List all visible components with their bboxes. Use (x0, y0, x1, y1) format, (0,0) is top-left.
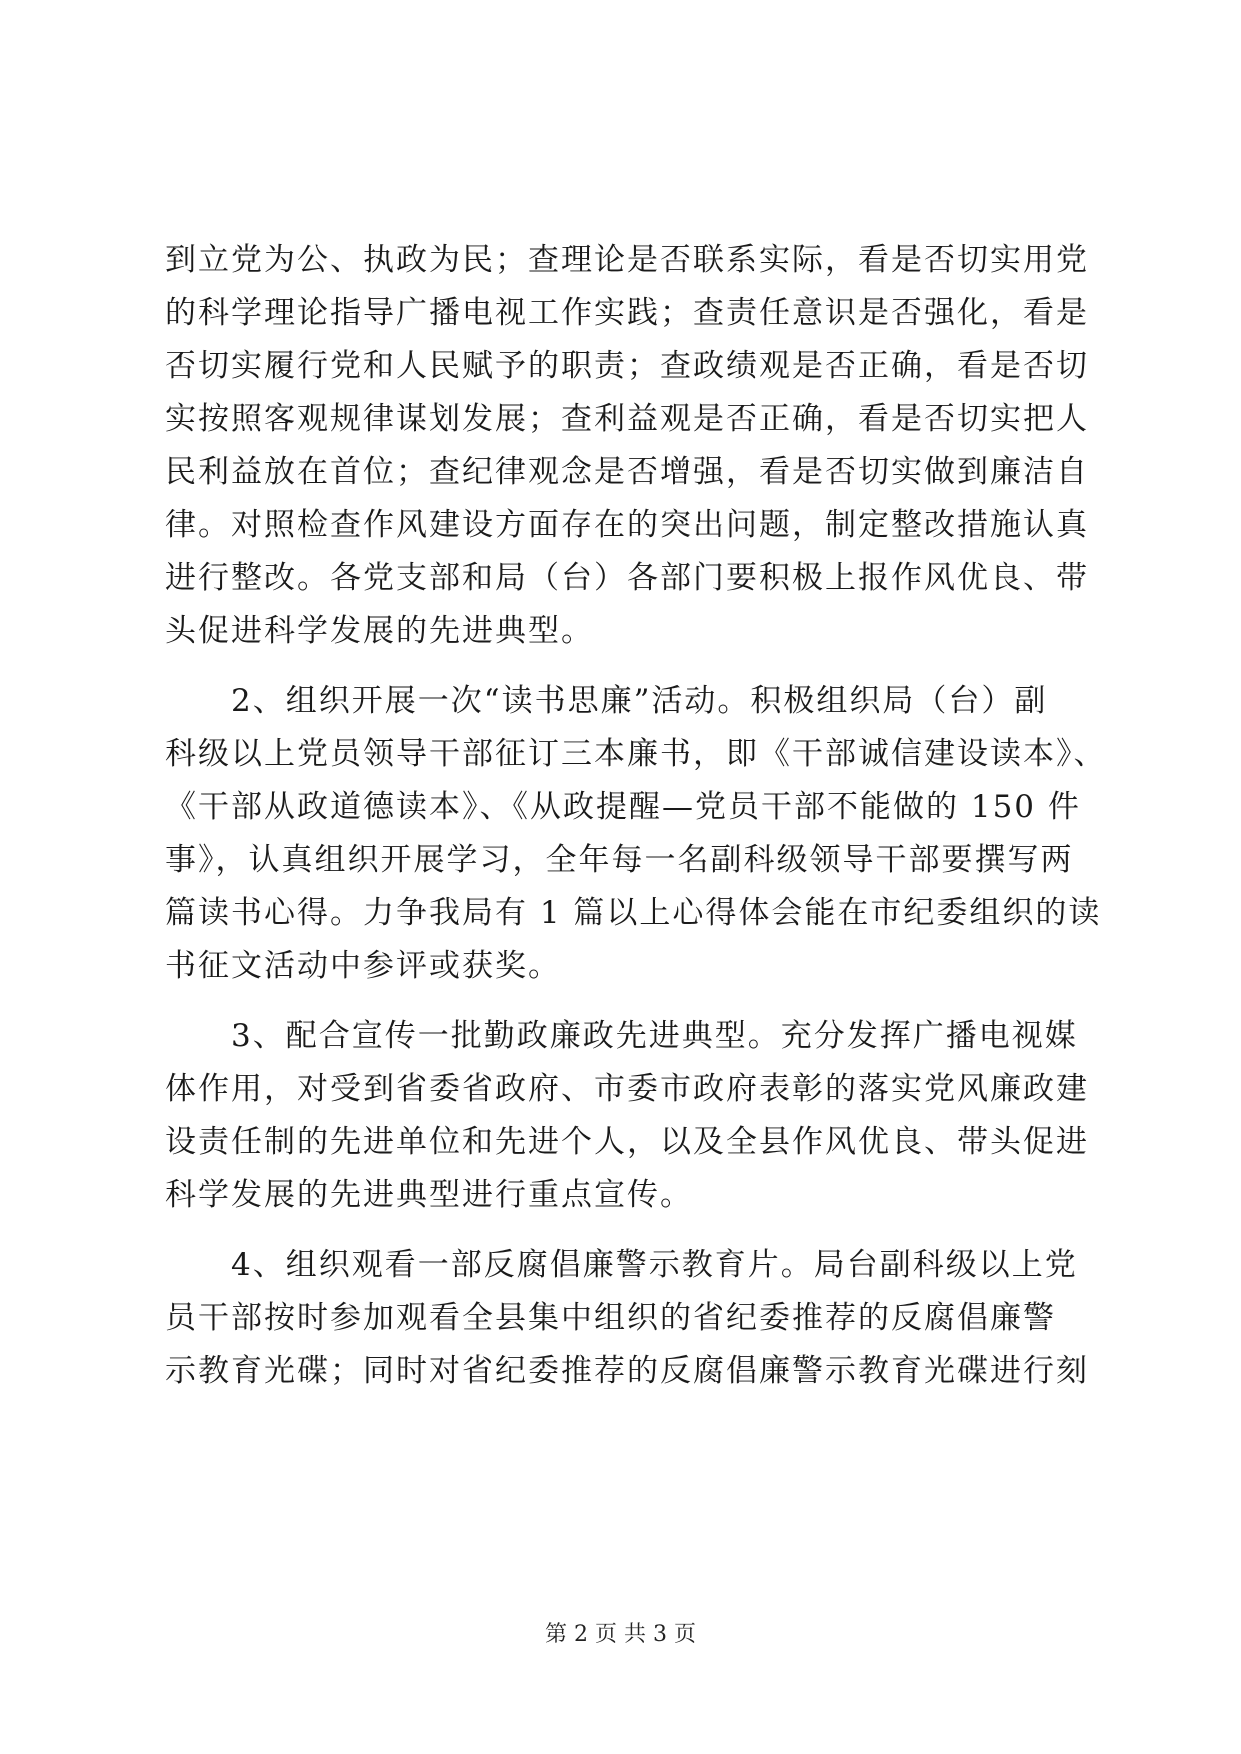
text-line: 2、组织开展一次“读书思廉”活动。积极组织局（台）副 (165, 683, 1048, 719)
text-line: 进行整改。各党支部和局（台）各部门要积极上报作风优良、带 (165, 560, 1089, 596)
text-line: 到立党为公、执政为民；查理论是否联系实际，看是否切实用党 (165, 242, 1089, 278)
page-number-footer: 第 2 页 共 3 页 (545, 1622, 696, 1647)
text-line: 4、组织观看一部反腐倡廉警示教育片。局台副科级以上党 (165, 1247, 1078, 1283)
text-line: 民利益放在首位；查纪律观念是否增强，看是否切实做到廉洁自 (165, 454, 1089, 490)
text-line: 事》，认真组织开展学习，全年每一名副科级领导干部要撰写两 (165, 842, 1074, 878)
text-line: 律。对照检查作风建设方面存在的突出问题，制定整改措施认真 (165, 507, 1089, 543)
text-line: 体作用，对受到省委省政府、市委市政府表彰的落实党风廉政建 (165, 1071, 1089, 1107)
text-line: 科级以上党员领导干部征订三本廉书，即《干部诚信建设读本》、 (165, 736, 1107, 772)
text-line: 否切实履行党和人民赋予的职责；查政绩观是否正确，看是否切 (165, 348, 1089, 384)
paragraph-3 (165, 1010, 1089, 1222)
text-line: 《干部从政道德读本》、《从政提醒—党员干部不能做的 150 件 (165, 789, 1081, 825)
text-line: 科学发展的先进典型进行重点宣传。 (165, 1177, 693, 1213)
text-line: 示教育光碟；同时对省纪委推荐的反腐倡廉警示教育光碟进行刻 (165, 1353, 1089, 1389)
text-line: 实按照客观规律谋划发展；查利益观是否正确，看是否切实把人 (165, 401, 1089, 437)
document-body (165, 234, 1107, 1398)
text-line: 头促进科学发展的先进典型。 (165, 613, 594, 649)
paragraph-2 (165, 675, 1107, 993)
paragraph-4 (165, 1239, 1089, 1398)
text-line: 书征文活动中参评或获奖。 (165, 948, 561, 984)
text-line: 3、配合宣传一批勤政廉政先进典型。充分发挥广播电视媒 (165, 1018, 1078, 1054)
text-line: 员干部按时参加观看全县集中组织的省纪委推荐的反腐倡廉警 (165, 1300, 1056, 1336)
paragraph-1 (165, 234, 1089, 658)
text-line: 的科学理论指导广播电视工作实践；查责任意识是否强化，看是 (165, 295, 1089, 331)
text-line: 设责任制的先进单位和先进个人，以及全县作风优良、带头促进 (165, 1124, 1089, 1160)
text-line: 篇读书心得。力争我局有 1 篇以上心得体会能在市纪委组织的读 (165, 895, 1102, 931)
